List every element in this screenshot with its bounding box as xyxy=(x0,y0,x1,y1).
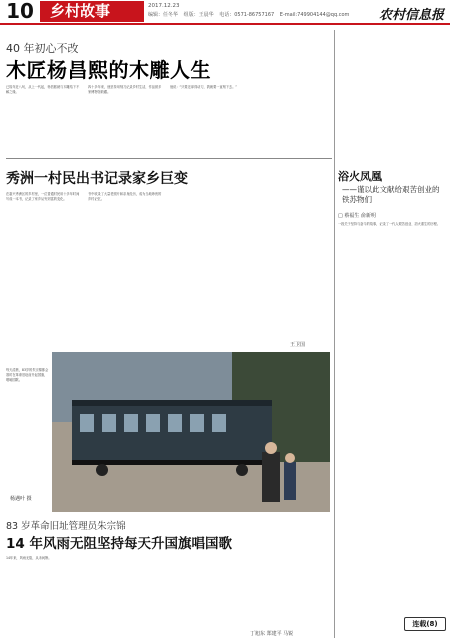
story1-paragraph: 他说：“只要还拿得动刀，我就要一直刻下去。” xyxy=(170,85,238,89)
story2-body-col3 xyxy=(170,192,246,342)
sidebar-photo-caption: 杨遇叶 摄 xyxy=(10,496,32,502)
story1-paragraph: 已故年近八旬，从上一代起，杨昌熙就与木雕结下不解之缘。 xyxy=(6,85,80,94)
sidebar-paragraph: 14年来，风雨无阻，从未间断。 xyxy=(6,556,52,560)
sidebar-body-col4 xyxy=(252,556,330,628)
masthead-date: 2017.12.23 xyxy=(148,3,180,9)
column-subtitle: ——谨以此文献给艰苦创业的铁苏物们 xyxy=(342,185,440,204)
newspaper-logo: 农村信息报 xyxy=(378,8,444,23)
sidebar-body-col2 xyxy=(88,556,164,628)
story1-body-col3 xyxy=(170,85,246,153)
column-byline: □ 蔡福生 俞新明 xyxy=(338,213,376,219)
story2-body-col2 xyxy=(88,192,164,342)
column-body xyxy=(338,222,446,614)
masthead-phone: 电话：0571-86757167 xyxy=(219,12,275,18)
column-paragraph: 一段关于坚持与奋斗的故事，记录了一代人艰苦创业、浴火重生的历程。 xyxy=(338,222,440,226)
story1-body-col2 xyxy=(88,85,164,153)
sidebar-text-column xyxy=(6,368,50,494)
masthead xyxy=(0,0,450,24)
story1-body-col1 xyxy=(6,85,82,153)
sidebar-body-col3 xyxy=(170,556,246,628)
section-title: 乡村故事 xyxy=(50,2,111,20)
sidebar-photo xyxy=(52,352,330,512)
serial-badge: 连载(8) xyxy=(404,617,446,631)
story1-body-col4 xyxy=(252,85,328,153)
museum-train-photo xyxy=(52,352,330,512)
story-kicker: 40 年初心不改 xyxy=(6,42,79,55)
story-headline: 木匠杨昌熙的木雕人生 xyxy=(6,58,211,82)
story2-paragraph: 书中收录了大量老照片和亲身经历，成为当地珍贵的乡村记忆。 xyxy=(88,192,162,201)
sidebar-body-col1 xyxy=(6,556,82,628)
story2-byline: 王卫国 xyxy=(290,342,306,348)
story2-body-col4 xyxy=(252,192,330,342)
column-title: 浴火凤凰 xyxy=(338,170,382,183)
section-title-bar xyxy=(40,1,144,22)
story1-paragraph: 四十多年来，他坚持用刻刀记录乡村生活，作品被多家博物馆收藏。 xyxy=(88,85,162,94)
sidebar-byline: 丁旭东 郑建平 马锐 xyxy=(250,631,294,637)
story2-body-col1 xyxy=(6,192,82,342)
sidebar-headline: 14 年风雨无阻坚持每天升国旗唱国歌 xyxy=(6,536,232,552)
page-number: 10 xyxy=(3,1,37,22)
masthead-editor: 编辑：任冬华 xyxy=(148,12,179,18)
masthead-email: E-mail:749904144@qq.com xyxy=(279,12,350,18)
story2-headline: 秀洲一村民出书记录家乡巨变 xyxy=(6,171,188,187)
sidebar-kicker: 83 岁革命旧址管理员朱宗锦 xyxy=(6,521,126,532)
story2-paragraph: 在嘉兴秀洲区的乡村里，一位普通村民用十多年时间写成一本书，记录了家乡从穷到富的变化。 xyxy=(6,192,80,201)
masthead-designer: 组版：王晨华 xyxy=(183,12,214,18)
sidebar-paragraph: 每天清晨，83岁的朱宗锦都会准时在革命旧址前升起国旗，唱响国歌。 xyxy=(6,368,49,382)
